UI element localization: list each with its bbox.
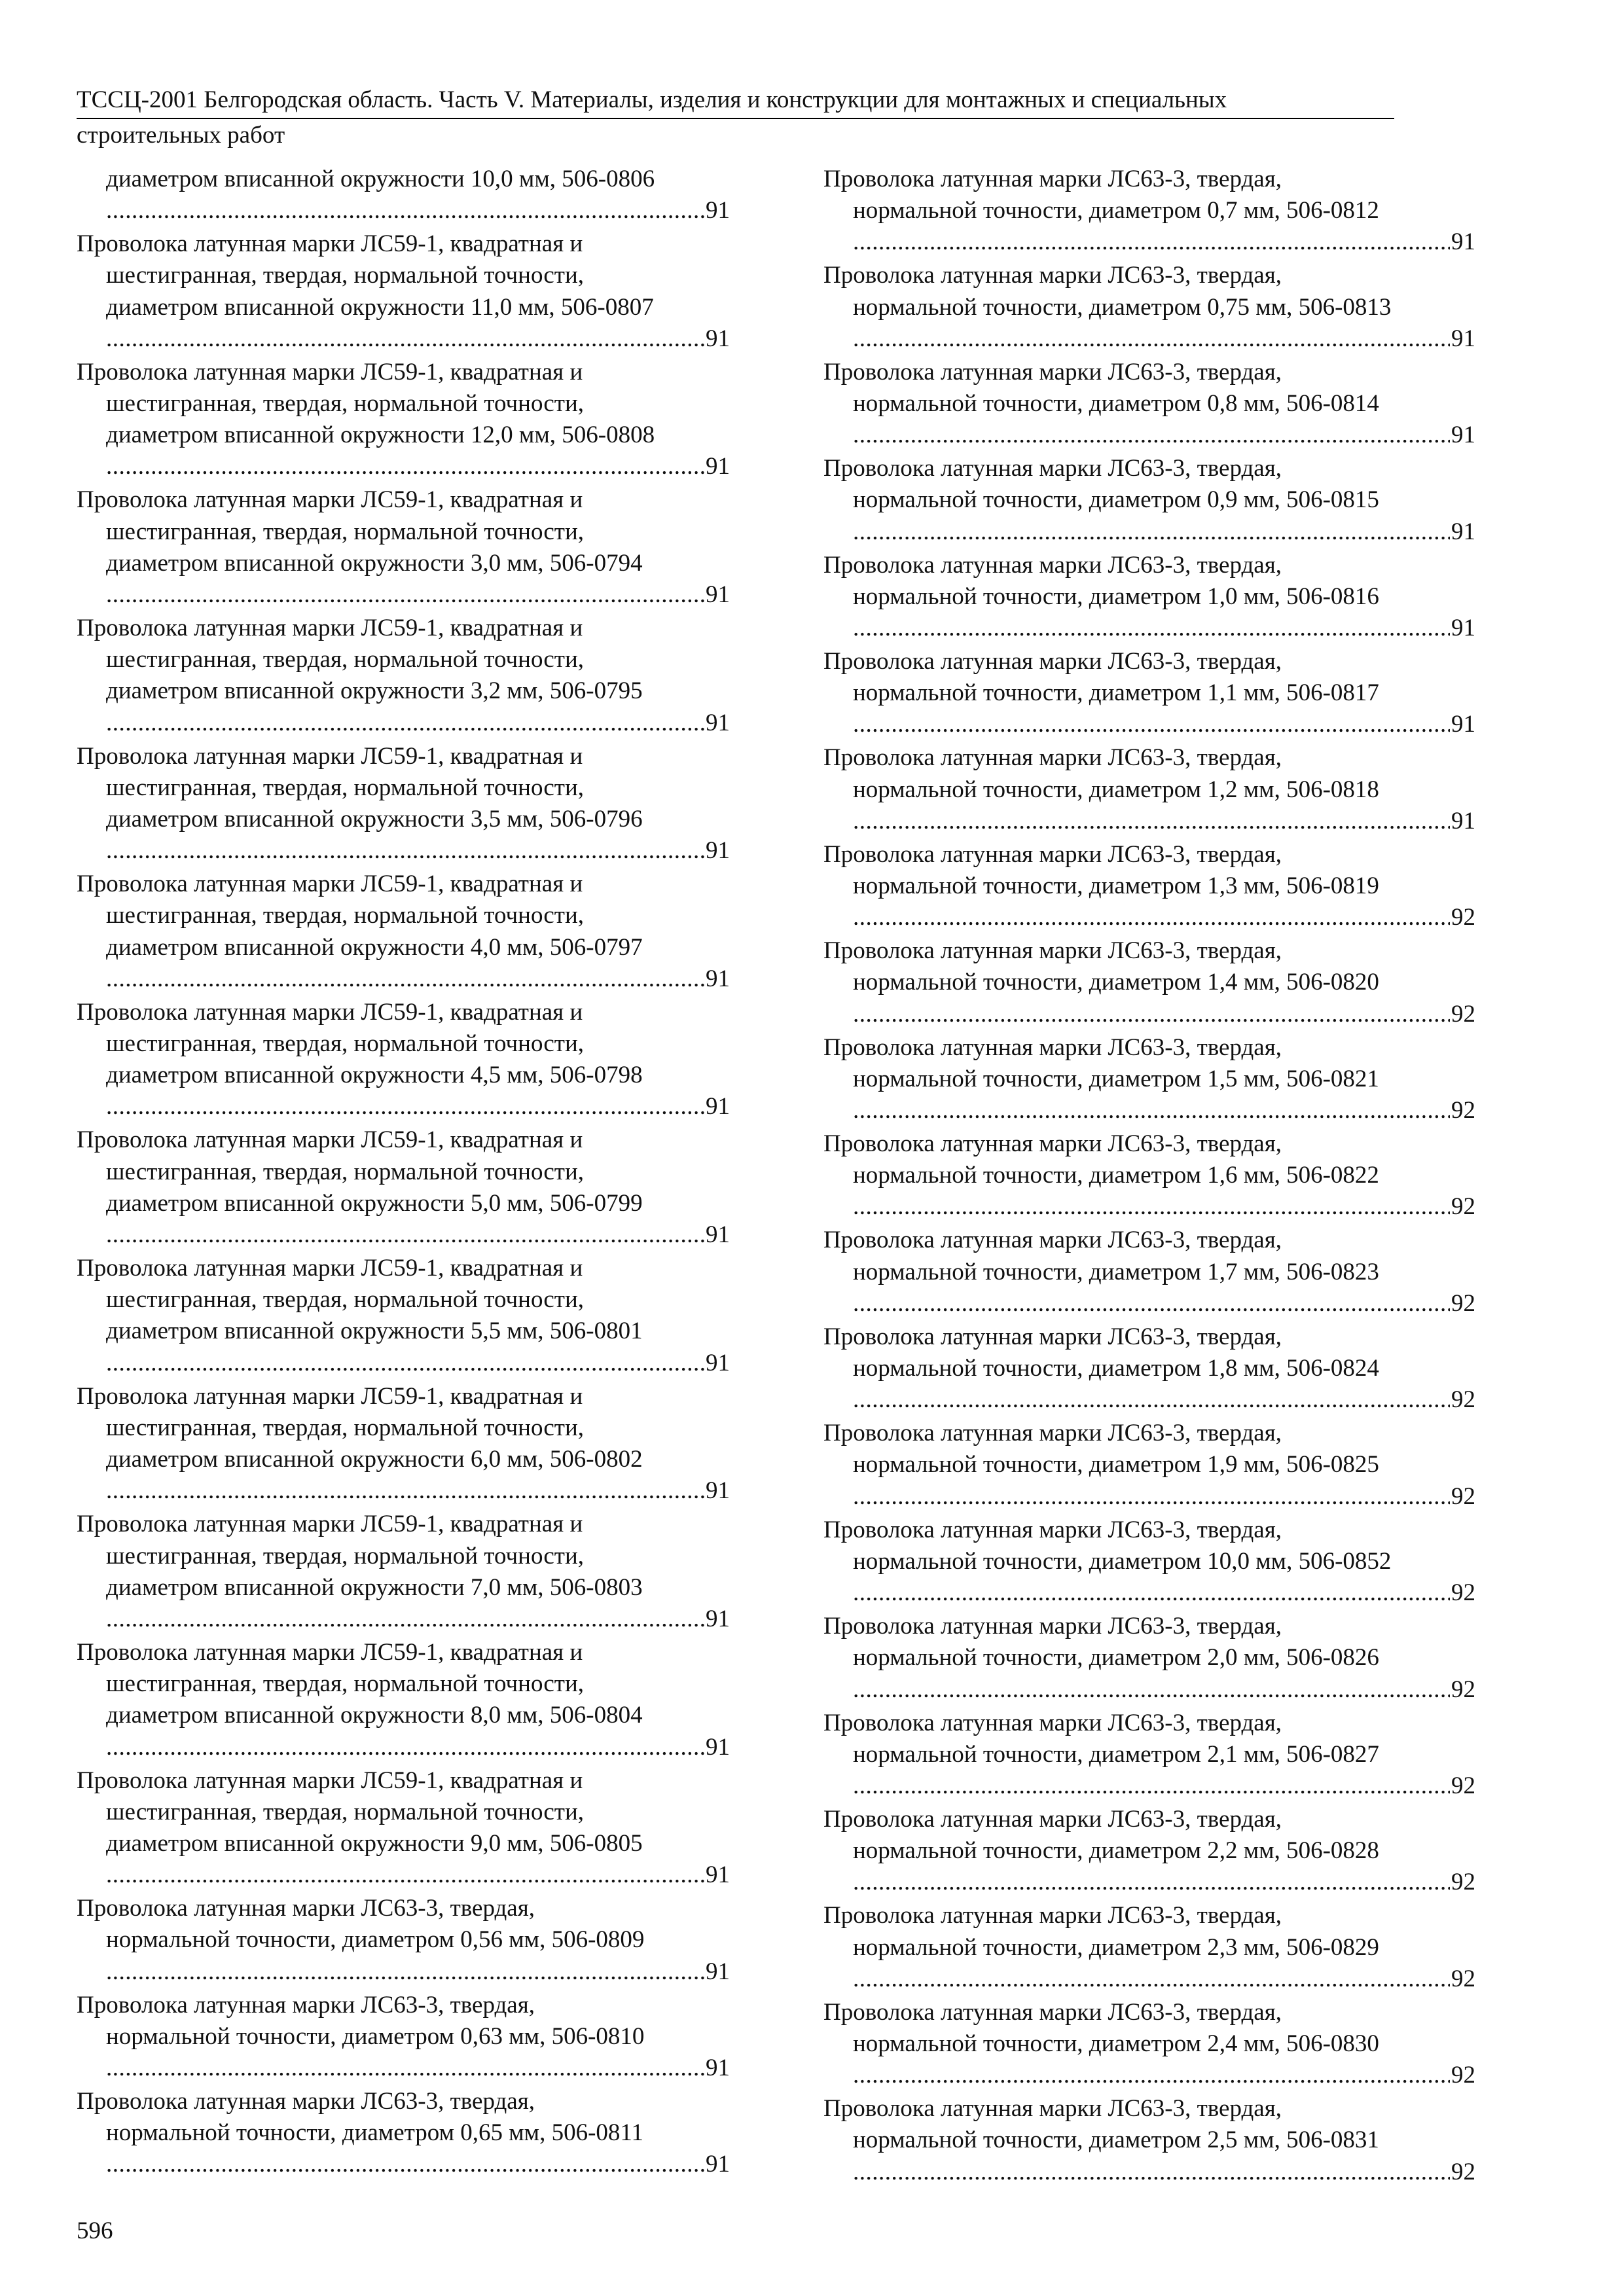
dot-leader — [853, 1577, 1450, 1609]
index-entry-leader — [823, 2157, 1475, 2188]
index-entry-leader — [77, 1219, 730, 1251]
index-entry-leader — [823, 1674, 1475, 1706]
index-entry — [77, 1381, 730, 1507]
index-entry — [823, 1225, 1475, 1319]
index-entry — [823, 1708, 1475, 1802]
dot-leader — [106, 1604, 704, 1635]
index-entry-page: 92 — [1451, 1193, 1475, 1221]
index-entry-text: Проволока латунная марки ЛС63-3, твердая, нормальной точности, диаметром 10,0 мм, 506-0852 — [823, 1516, 1392, 1575]
index-entry-leader — [77, 1859, 730, 1891]
dot-leader — [106, 1475, 704, 1507]
index-entry — [823, 1515, 1475, 1609]
index-entry — [823, 2093, 1475, 2187]
index-entry-page: 91 — [706, 1605, 730, 1632]
index-entry — [823, 260, 1475, 354]
dot-leader — [853, 902, 1450, 933]
dot-leader — [106, 2149, 704, 2180]
index-entry-page: 92 — [1451, 904, 1475, 931]
index-entry-text: Проволока латунная марки ЛС63-3, твердая, нормальной точности, диаметром 0,65 мм, 506-0811 — [77, 2087, 644, 2147]
index-entry — [77, 228, 730, 355]
page-number: 596 — [77, 2217, 113, 2244]
index-entry-leader — [77, 1091, 730, 1122]
index-entry-page: 91 — [1451, 615, 1475, 642]
index-entry-leader — [77, 2149, 730, 2180]
index-column-right — [823, 164, 1475, 2190]
dot-leader — [106, 2053, 704, 2084]
index-entry-leader — [77, 579, 730, 611]
index-entry-text: Проволока латунная марки ЛС59-1, квадратная и шестигранная, твердая, нормальной точности, диаметром вписанной окружности 3,2 мм, 506-0795 — [77, 615, 643, 705]
index-entry — [77, 1637, 730, 1763]
index-entry-text: Проволока латунная марки ЛС59-1, квадратная и шестигранная, твердая, нормальной точности, диаметром вписанной окружности 3,0 мм, 506-0794 — [77, 486, 643, 577]
dot-leader — [106, 708, 704, 739]
index-entry-leader — [823, 1095, 1475, 1126]
index-entry-text: Проволока латунная марки ЛС59-1, квадратная и шестигранная, твердая, нормальной точности, диаметром вписанной окружности 5,5 мм, 506-0801 — [77, 1255, 643, 1345]
index-entry-text: Проволока латунная марки ЛС59-1, квадратная и шестигранная, твердая, нормальной точности, диаметром вписанной окружности 7,0 мм, 506-0803 — [77, 1511, 643, 1601]
running-header — [77, 84, 1394, 152]
index-entry — [77, 1893, 730, 1987]
index-entry-page: 91 — [1451, 711, 1475, 738]
index-entry-text: Проволока латунная марки ЛС59-1, квадратная и шестигранная, твердая, нормальной точности, диаметром вписанной окружности 6,0 мм, 506-0802 — [77, 1382, 643, 1473]
index-entry-text: Проволока латунная марки ЛС63-3, твердая, нормальной точности, диаметром 0,75 мм, 506-0813 — [823, 262, 1392, 321]
index-entry-page: 91 — [706, 1093, 730, 1121]
index-entry-text: Проволока латунная марки ЛС63-3, твердая, нормальной точности, диаметром 1,7 мм, 506-0823 — [823, 1227, 1379, 1285]
index-entry-text: Проволока латунная марки ЛС63-3, твердая, нормальной точности, диаметром 2,0 мм, 506-0826 — [823, 1613, 1379, 1672]
dot-leader — [853, 1867, 1450, 1898]
index-entry — [823, 550, 1475, 644]
index-entry — [77, 2086, 730, 2180]
index-entry-text: Проволока латунная марки ЛС63-3, твердая, нормальной точности, диаметром 1,9 мм, 506-0825 — [823, 1420, 1379, 1479]
index-entry-page: 91 — [706, 453, 730, 480]
index-entry-page: 91 — [706, 197, 730, 224]
index-entry-page: 91 — [706, 709, 730, 736]
index-entry — [823, 1900, 1475, 1994]
index-entry-leader — [823, 1964, 1475, 1995]
dot-leader — [853, 1384, 1450, 1416]
header-title-line: ТССЦ-2001 Белгородская область. Часть V. Материалы, изделия и конструкции для монтажных и специальных — [77, 84, 1394, 119]
dot-leader — [853, 420, 1450, 451]
dot-leader — [853, 999, 1450, 1030]
index-entry-page: 92 — [1451, 2062, 1475, 2089]
index-entry-text: диаметром вписанной окружности 10,0 мм, 506-0806 — [106, 166, 655, 192]
index-entry-text: Проволока латунная марки ЛС59-1, квадратная и шестигранная, твердая, нормальной точности, диаметром вписанной окружности 4,0 мм, 506-0797 — [77, 870, 643, 961]
index-entry — [77, 869, 730, 995]
index-entry-leader — [823, 2060, 1475, 2091]
index-entry — [823, 1321, 1475, 1416]
index-entry-leader — [823, 806, 1475, 837]
index-entry-page: 91 — [706, 1349, 730, 1376]
index-entry-text: Проволока латунная марки ЛС63-3, твердая, нормальной точности, диаметром 1,5 мм, 506-0821 — [823, 1033, 1379, 1092]
index-entry — [77, 1124, 730, 1251]
index-entry-text: Проволока латунная марки ЛС63-3, твердая, нормальной точности, диаметром 2,5 мм, 506-0831 — [823, 2095, 1379, 2154]
dot-leader — [853, 1770, 1450, 1802]
header-title-continuation: строительных работ — [77, 122, 285, 149]
dot-leader — [853, 1481, 1450, 1513]
index-entry — [823, 935, 1475, 1030]
index-entry-text: Проволока латунная марки ЛС63-3, твердая, нормальной точности, диаметром 0,9 мм, 506-0815 — [823, 455, 1379, 514]
index-entry-text: Проволока латунная марки ЛС63-3, твердая, нормальной точности, диаметром 1,2 мм, 506-0818 — [823, 744, 1379, 803]
index-entry — [823, 357, 1475, 451]
index-entry-page: 92 — [1451, 1482, 1475, 1510]
index-entry — [77, 1765, 730, 1892]
index-entry — [77, 164, 730, 226]
index-entry-leader — [823, 999, 1475, 1030]
index-entry — [77, 1990, 730, 2084]
index-entry-leader — [823, 1384, 1475, 1416]
index-entry-leader — [823, 1481, 1475, 1513]
index-entry-leader — [77, 835, 730, 867]
dot-leader — [106, 1859, 704, 1891]
dot-leader — [853, 709, 1450, 740]
index-entry — [823, 1804, 1475, 1898]
index-entry-leader — [823, 613, 1475, 644]
index-entry-leader — [823, 1770, 1475, 1802]
index-entry-text: Проволока латунная марки ЛС63-3, твердая, нормальной точности, диаметром 1,6 мм, 506-0822 — [823, 1130, 1379, 1189]
dot-leader — [106, 451, 704, 482]
index-entry-text: Проволока латунная марки ЛС59-1, квадратная и шестигранная, твердая, нормальной точности, диаметром вписанной окружности 3,5 мм, 506-0796 — [77, 742, 643, 833]
index-entry-page: 92 — [1451, 2158, 1475, 2185]
dot-leader — [853, 1964, 1450, 1995]
index-entry — [77, 741, 730, 867]
index-entry-leader — [77, 1475, 730, 1507]
index-entry-leader — [823, 1191, 1475, 1223]
dot-leader — [106, 1956, 704, 1988]
index-entry — [823, 1032, 1475, 1126]
index-entry-page: 91 — [706, 2151, 730, 2178]
dot-leader — [853, 226, 1450, 258]
dot-leader — [106, 323, 704, 355]
index-entry — [77, 357, 730, 483]
index-entry-text: Проволока латунная марки ЛС63-3, твердая, нормальной точности, диаметром 0,8 мм, 506-0814 — [823, 358, 1379, 418]
index-entry-text: Проволока латунная марки ЛС63-3, твердая, нормальной точности, диаметром 1,1 мм, 506-0817 — [823, 648, 1379, 707]
dot-leader — [106, 963, 704, 995]
index-entry — [823, 742, 1475, 836]
index-entry-page: 92 — [1451, 1000, 1475, 1028]
index-entry — [823, 839, 1475, 933]
index-entry-leader — [77, 1956, 730, 1988]
dot-leader — [106, 1091, 704, 1122]
index-entry-page: 91 — [706, 837, 730, 865]
dot-leader — [106, 835, 704, 867]
index-entry-page: 91 — [706, 965, 730, 992]
index-entry-page: 91 — [706, 1733, 730, 1761]
index-entry — [823, 1418, 1475, 1512]
index-entry-page: 91 — [1451, 325, 1475, 352]
index-entry-leader — [77, 2053, 730, 2084]
index-entry-leader — [823, 323, 1475, 355]
dot-leader — [106, 579, 704, 611]
index-entry-page: 91 — [1451, 518, 1475, 545]
index-entry-page: 91 — [706, 1861, 730, 1889]
index-entry — [823, 1611, 1475, 1705]
index-entry-text: Проволока латунная марки ЛС59-1, квадратная и шестигранная, твердая, нормальной точности, диаметром вписанной окружности 9,0 мм, 506-0805 — [77, 1767, 643, 1857]
index-entry-text: Проволока латунная марки ЛС63-3, твердая, нормальной точности, диаметром 2,4 мм, 506-0830 — [823, 1998, 1379, 2057]
index-entry-leader — [77, 708, 730, 739]
dot-leader — [853, 2157, 1450, 2188]
index-entry-page: 92 — [1451, 1869, 1475, 1896]
index-entry-page: 92 — [1451, 1386, 1475, 1414]
index-entry-leader — [77, 1732, 730, 1763]
index-entry-leader — [77, 963, 730, 995]
index-entry — [823, 164, 1475, 258]
index-entry-page: 92 — [1451, 1579, 1475, 1607]
index-entry-page: 91 — [706, 581, 730, 609]
index-entry-text: Проволока латунная марки ЛС63-3, твердая, нормальной точности, диаметром 1,3 мм, 506-0819 — [823, 840, 1379, 900]
index-entry-text: Проволока латунная марки ЛС59-1, квадратная и шестигранная, твердая, нормальной точности, диаметром вписанной окружности 5,0 мм, 506-0799 — [77, 1126, 643, 1217]
index-entry-leader — [77, 323, 730, 355]
index-entry-leader — [823, 1577, 1475, 1609]
index-entry — [823, 453, 1475, 547]
index-column-left — [77, 164, 730, 2182]
index-entry-text: Проволока латунная марки ЛС63-3, твердая, нормальной точности, диаметром 1,4 мм, 506-0820 — [823, 937, 1379, 996]
index-entry — [77, 997, 730, 1123]
index-entry-text: Проволока латунная марки ЛС59-1, квадратная и шестигранная, твердая, нормальной точности, диаметром вписанной окружности 12,0 мм, 506-0808 — [77, 358, 655, 449]
index-entry — [77, 1253, 730, 1379]
index-entry-text: Проволока латунная марки ЛС59-1, квадратная и шестигранная, твердая, нормальной точности, диаметром вписанной окружности 4,5 мм, 506-0798 — [77, 998, 643, 1089]
index-entry — [823, 1128, 1475, 1223]
index-entry — [77, 484, 730, 611]
dot-leader — [106, 195, 704, 226]
index-entry-leader — [823, 1867, 1475, 1898]
index-entry-page: 92 — [1451, 1676, 1475, 1703]
dot-leader — [853, 1674, 1450, 1706]
dot-leader — [853, 806, 1450, 837]
index-entry-text: Проволока латунная марки ЛС59-1, квадратная и шестигранная, твердая, нормальной точности, диаметром вписанной окружности 8,0 мм, 506-0804 — [77, 1638, 643, 1729]
index-entry-page: 91 — [706, 1958, 730, 1985]
dot-leader — [106, 1219, 704, 1251]
index-entry-leader — [823, 226, 1475, 258]
index-entry-page: 91 — [706, 325, 730, 352]
index-entry-leader — [77, 451, 730, 482]
index-entry-page: 92 — [1451, 1289, 1475, 1317]
index-entry-leader — [823, 420, 1475, 451]
index-entry-text: Проволока латунная марки ЛС63-3, твердая, нормальной точности, диаметром 0,63 мм, 506-0810 — [77, 1991, 645, 2050]
index-entry-text: Проволока латунная марки ЛС63-3, твердая, нормальной точности, диаметром 0,56 мм, 506-0809 — [77, 1895, 645, 1954]
index-entry-leader — [77, 195, 730, 226]
index-entry-text: Проволока латунная марки ЛС63-3, твердая, нормальной точности, диаметром 1,8 мм, 506-0824 — [823, 1323, 1379, 1382]
index-entry — [823, 646, 1475, 740]
index-entry-text: Проволока латунная марки ЛС63-3, твердая, нормальной точности, диаметром 2,2 мм, 506-0828 — [823, 1805, 1379, 1865]
index-entry-leader — [823, 902, 1475, 933]
index-entry-page: 91 — [706, 1477, 730, 1505]
index-entry-leader — [823, 1288, 1475, 1319]
index-entry-text: Проволока латунная марки ЛС63-3, твердая, нормальной точности, диаметром 2,1 мм, 506-0827 — [823, 1709, 1379, 1768]
index-entry — [77, 613, 730, 739]
dot-leader — [853, 1191, 1450, 1223]
dot-leader — [853, 1095, 1450, 1126]
index-entry-page: 92 — [1451, 1097, 1475, 1124]
dot-leader — [853, 1288, 1450, 1319]
dot-leader — [106, 1732, 704, 1763]
index-entry-text: Проволока латунная марки ЛС63-3, твердая, нормальной точности, диаметром 1,0 мм, 506-0816 — [823, 551, 1379, 610]
index-entry-page: 92 — [1451, 1965, 1475, 1992]
index-entry-page: 91 — [1451, 228, 1475, 256]
index-entry-leader — [77, 1604, 730, 1635]
index-entry — [823, 1997, 1475, 2091]
index-entry-text: Проволока латунная марки ЛС63-3, твердая, нормальной точности, диаметром 2,3 мм, 506-0829 — [823, 1902, 1379, 1961]
index-entry-page: 91 — [706, 1221, 730, 1249]
dot-leader — [853, 516, 1450, 548]
index-entry-leader — [77, 1348, 730, 1379]
index-entry-leader — [823, 516, 1475, 548]
dot-leader — [853, 613, 1450, 644]
index-entry-page: 91 — [1451, 422, 1475, 449]
dot-leader — [106, 1348, 704, 1379]
index-entry-leader — [823, 709, 1475, 740]
index-entry-page: 92 — [1451, 1772, 1475, 1799]
dot-leader — [853, 2060, 1450, 2091]
index-entry-page: 91 — [706, 2054, 730, 2081]
index-entry — [77, 1509, 730, 1635]
index-entry-page: 91 — [1451, 807, 1475, 834]
dot-leader — [853, 323, 1450, 355]
index-entry-text: Проволока латунная марки ЛС63-3, твердая, нормальной точности, диаметром 0,7 мм, 506-0812 — [823, 166, 1379, 224]
index-entry-text: Проволока латунная марки ЛС59-1, квадратная и шестигранная, твердая, нормальной точности, диаметром вписанной окружности 11,0 мм, 506-0807 — [77, 230, 654, 321]
